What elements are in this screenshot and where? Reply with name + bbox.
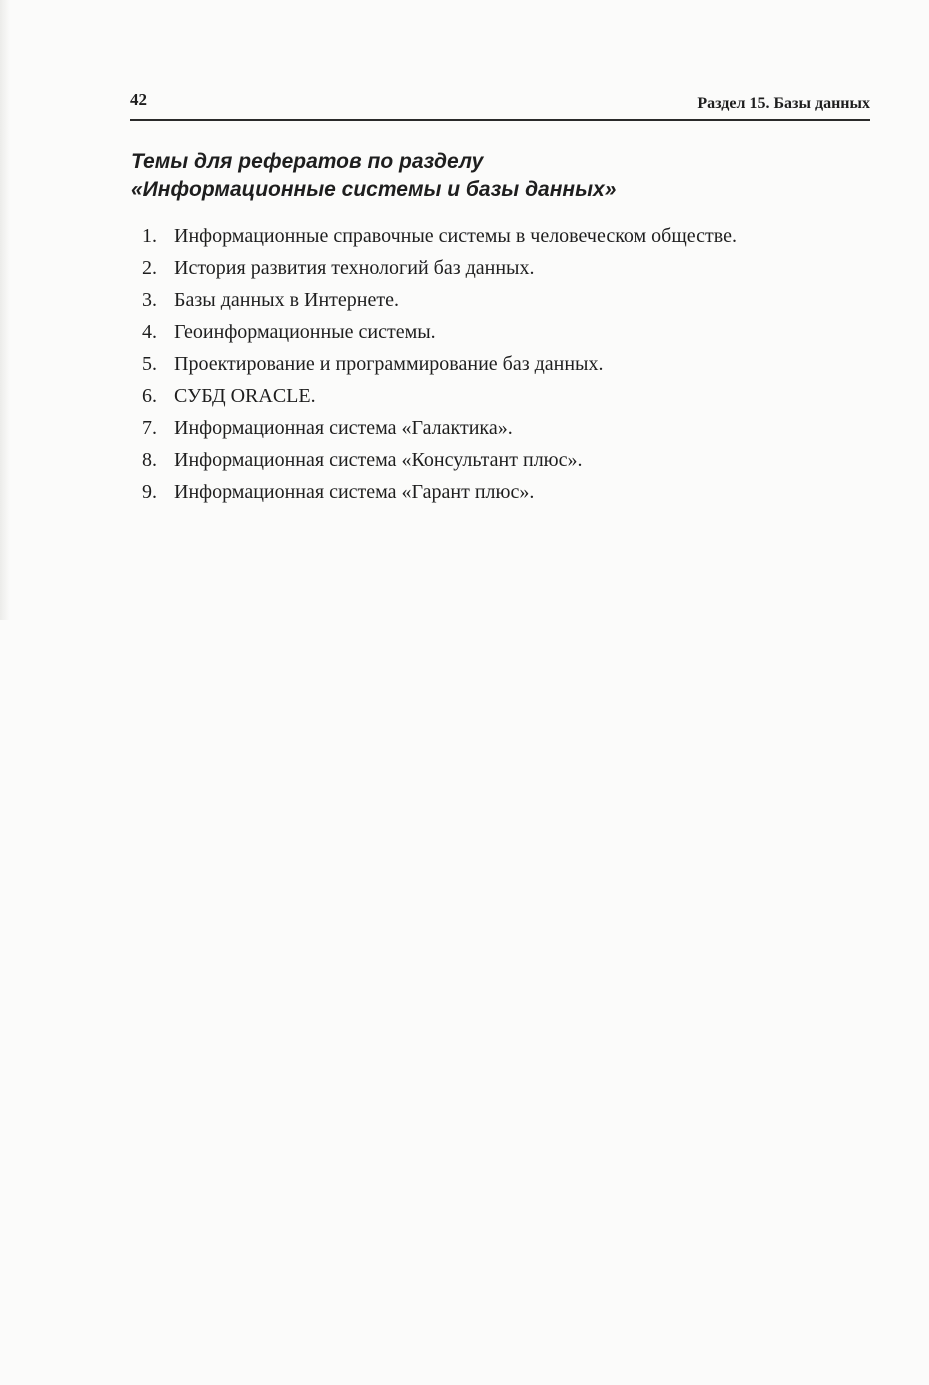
item-number: 3. <box>142 289 157 311</box>
item-text: Информационная система «Консультант плюс». <box>174 449 583 471</box>
page-number: 42 <box>130 90 147 109</box>
section-title <box>131 148 871 204</box>
scan-edge-shadow <box>0 0 10 620</box>
list-item <box>142 448 870 472</box>
item-text: Геоинформационные системы. <box>174 321 436 343</box>
list-item <box>142 352 870 376</box>
item-number: 9. <box>142 481 157 503</box>
section-title-line-2: «Информационные системы и базы данных» <box>131 178 617 201</box>
list-item <box>142 224 870 248</box>
item-text: Базы данных в Интернете. <box>174 289 399 311</box>
list-item <box>142 320 870 344</box>
list-item <box>142 416 870 440</box>
topics-list <box>142 224 870 512</box>
running-head: Раздел 15. Базы данных <box>697 95 870 112</box>
list-item <box>142 480 870 504</box>
list-item <box>142 256 870 280</box>
item-number: 1. <box>142 225 157 247</box>
list-item <box>142 384 870 408</box>
item-number: 8. <box>142 449 157 471</box>
list-item <box>142 288 870 312</box>
header-rule <box>130 119 870 121</box>
item-text: Информационная система «Галактика». <box>174 417 513 439</box>
item-number: 4. <box>142 321 157 343</box>
item-number: 6. <box>142 385 157 407</box>
page-header <box>130 88 870 122</box>
item-text: Информационные справочные системы в человеческом обществе. <box>174 225 737 247</box>
item-text: Информационная система «Гарант плюс». <box>174 481 535 503</box>
section-title-line-1: Темы для рефератов по разделу <box>131 150 484 173</box>
item-number: 2. <box>142 257 157 279</box>
item-number: 7. <box>142 417 157 439</box>
item-number: 5. <box>142 353 157 375</box>
item-text: Проектирование и программирование баз данных. <box>174 353 604 375</box>
item-text: СУБД ORACLE. <box>174 385 316 407</box>
item-text: История развития технологий баз данных. <box>174 257 535 279</box>
